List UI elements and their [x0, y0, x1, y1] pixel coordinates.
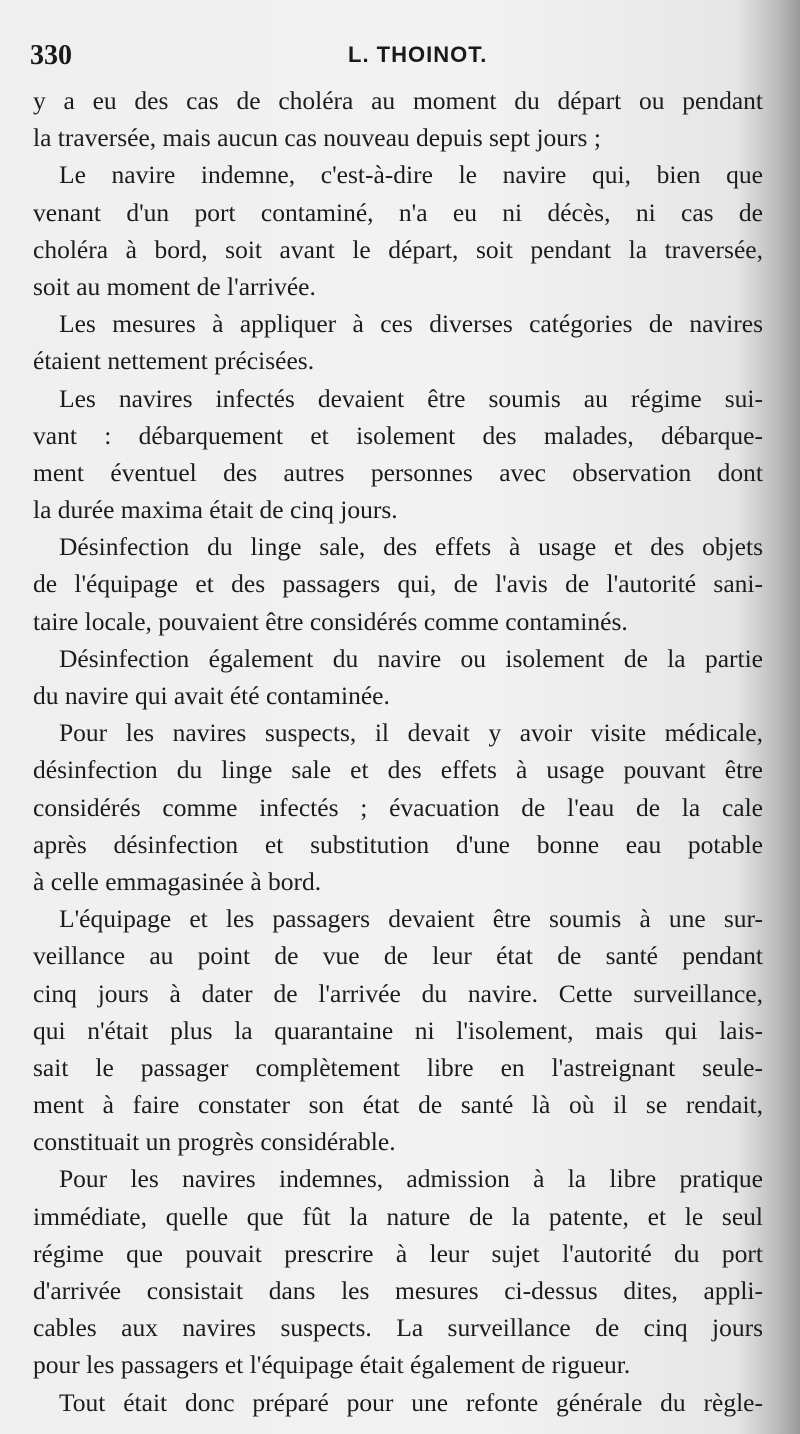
text-line: taire locale, pouvaient être considérés comme contaminés.: [33, 606, 628, 636]
text-line: à celle emmagasinée à bord.: [33, 866, 322, 896]
text-line: Les mesures à appliquer à ces diverses catégories de navires: [59, 309, 763, 339]
text-line: pour les passagers et l'équipage était également de rigueur.: [33, 1350, 631, 1380]
text-line: après désinfection et substitution d'une bonne eau potable: [33, 829, 763, 859]
text-line: Désinfection également du navire ou isolement de la partie: [59, 643, 763, 673]
text-line: régime que pouvait prescrire à leur sujet l'autorité du port: [33, 1238, 763, 1268]
text-line: Pour les navires suspects, il devait y avoir visite médicale,: [59, 718, 763, 748]
text-line: de l'équipage et des passagers qui, de l'avis de l'autorité sani-: [33, 569, 763, 599]
text-line: qui n'était plus la quarantaine ni l'isolement, mais qui lais-: [33, 1015, 763, 1045]
text-line: considérés comme infectés ; évacuation de l'eau de la cale: [33, 792, 763, 822]
text-line: Tout était donc préparé pour une refonte générale du règle-: [59, 1387, 763, 1417]
text-line: L'équipage et les passagers devaient être soumis à une sur-: [59, 904, 763, 934]
text-line: sait le passager complètement libre en l'astreignant seule-: [33, 1052, 763, 1082]
text-line: immédiate, quelle que fût la nature de la patente, et le seul: [33, 1201, 763, 1231]
text-line: Les navires infectés devaient être soumis au régime sui-: [59, 383, 763, 413]
page-number: 330: [30, 40, 72, 71]
text-line: du navire qui avait été contaminée.: [33, 681, 390, 710]
text-line: cables aux navires suspects. La surveillance de cinq jours: [33, 1313, 763, 1343]
text-line: Désinfection du linge sale, des effets à usage et des objets: [59, 532, 763, 562]
text-line: choléra à bord, soit avant le départ, soit pendant la traversée,: [33, 234, 763, 264]
running-head: L. THOINOT.: [348, 42, 488, 67]
text-line: veillance au point de vue de leur état de santé pendant: [33, 941, 763, 971]
text-line: cinq jours à dater de l'arrivée du navire. Cette surveillance,: [33, 978, 763, 1008]
text-line: ment éventuel des autres personnes avec observation dont: [33, 457, 763, 487]
body-text: [33, 82, 763, 1421]
text-line: venant d'un port contaminé, n'a eu ni décès, ni cas de: [33, 197, 763, 227]
text-line: soit au moment de l'arrivée.: [33, 271, 316, 301]
text-line: la traversée, mais aucun cas nouveau depuis sept jours ;: [33, 123, 601, 153]
text-line: étaient nettement précisées.: [33, 346, 315, 376]
text-line: désinfection du linge sale et des effets à usage pouvant être: [33, 755, 763, 785]
text-line: vant : débarquement et isolement des malades, débarque-: [33, 420, 763, 450]
text-line: Pour les navires indemnes, admission à la libre pratique: [59, 1164, 763, 1194]
text-line: ment à faire constater son état de santé là où il se rendait,: [33, 1090, 763, 1120]
text-line: la durée maxima était de cinq jours.: [33, 495, 398, 525]
text-line: constituait un progrès considérable.: [33, 1127, 396, 1157]
text-line: d'arrivée consistait dans les mesures ci-dessus dites, appli-: [33, 1276, 763, 1305]
page-header: [30, 40, 760, 80]
text-line: Le navire indemne, c'est-à-dire le navire qui, bien que: [59, 160, 763, 190]
text-line: y a eu des cas de choléra au moment du départ ou pendant: [33, 86, 763, 115]
